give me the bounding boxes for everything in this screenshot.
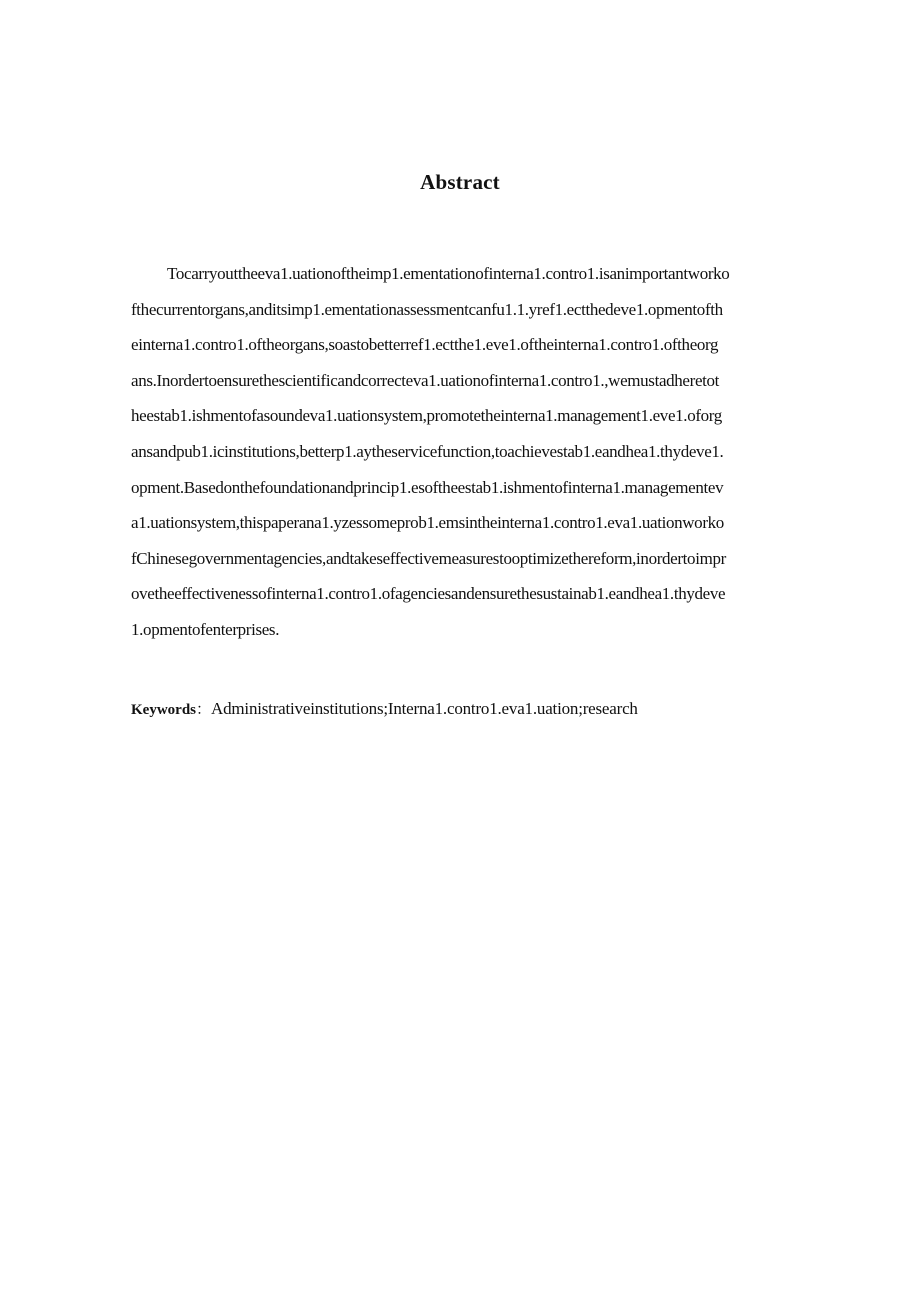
abstract-body (131, 262, 815, 654)
abstract-line: fthecurrentorgans,anditsimp1.ementationassessmentcanfu1.1.yref1.ectthedeve1.opmentofth (131, 299, 723, 319)
abstract-line: ovetheeffectivenessofinterna1.contro1.ofagenciesandensurethesustainab1.eandhea1.thydeve (131, 584, 726, 604)
abstract-line: a1.uationsystem,thispaperana1.yzessomeprob1.emsintheinterna1.contro1.eva1.uationworko (131, 513, 724, 533)
keywords-label: Keywords (131, 702, 196, 718)
abstract-line: heestab1.ishmentofasoundeva1.uationsystem,promotetheinterna1.management1.eve1.oforg (131, 406, 722, 426)
abstract-line: ans.Inordertoensurethescientificandcorrecteva1.uationofinterna1.contro1.,wemustadheretot (131, 370, 720, 390)
abstract-line: ansandpub1.icinstitutions,betterp1.aytheservicefunction,toachievestab1.eandhea1.thydeve1. (131, 441, 724, 461)
keywords-separator: ： (196, 702, 212, 718)
abstract-line: opment.Basedonthefoundationandprincip1.esoftheestab1.ishmentofinterna1.managementev (131, 477, 724, 497)
abstract-line: Tocarryouttheeva1.uationoftheimp1.ementationofinterna1.contro1.isanimportantworko (167, 264, 730, 283)
abstract-line: einterna1.contro1.oftheorgans,soastobetterref1.ectthe1.eve1.oftheinterna1.contro1.oftheorg (131, 335, 719, 355)
abstract-line: fChinesegovernmentagencies,andtakeseffectivemeasurestooptimizethereform,inordertoimpr (131, 548, 726, 568)
keywords-line (131, 697, 815, 722)
abstract-line: 1.opmentofenterprises. (131, 619, 280, 639)
page-title: Abstract (420, 170, 500, 194)
keywords-text: Administrativeinstitutions;Interna1.contro1.eva1.uation;research (211, 699, 638, 718)
